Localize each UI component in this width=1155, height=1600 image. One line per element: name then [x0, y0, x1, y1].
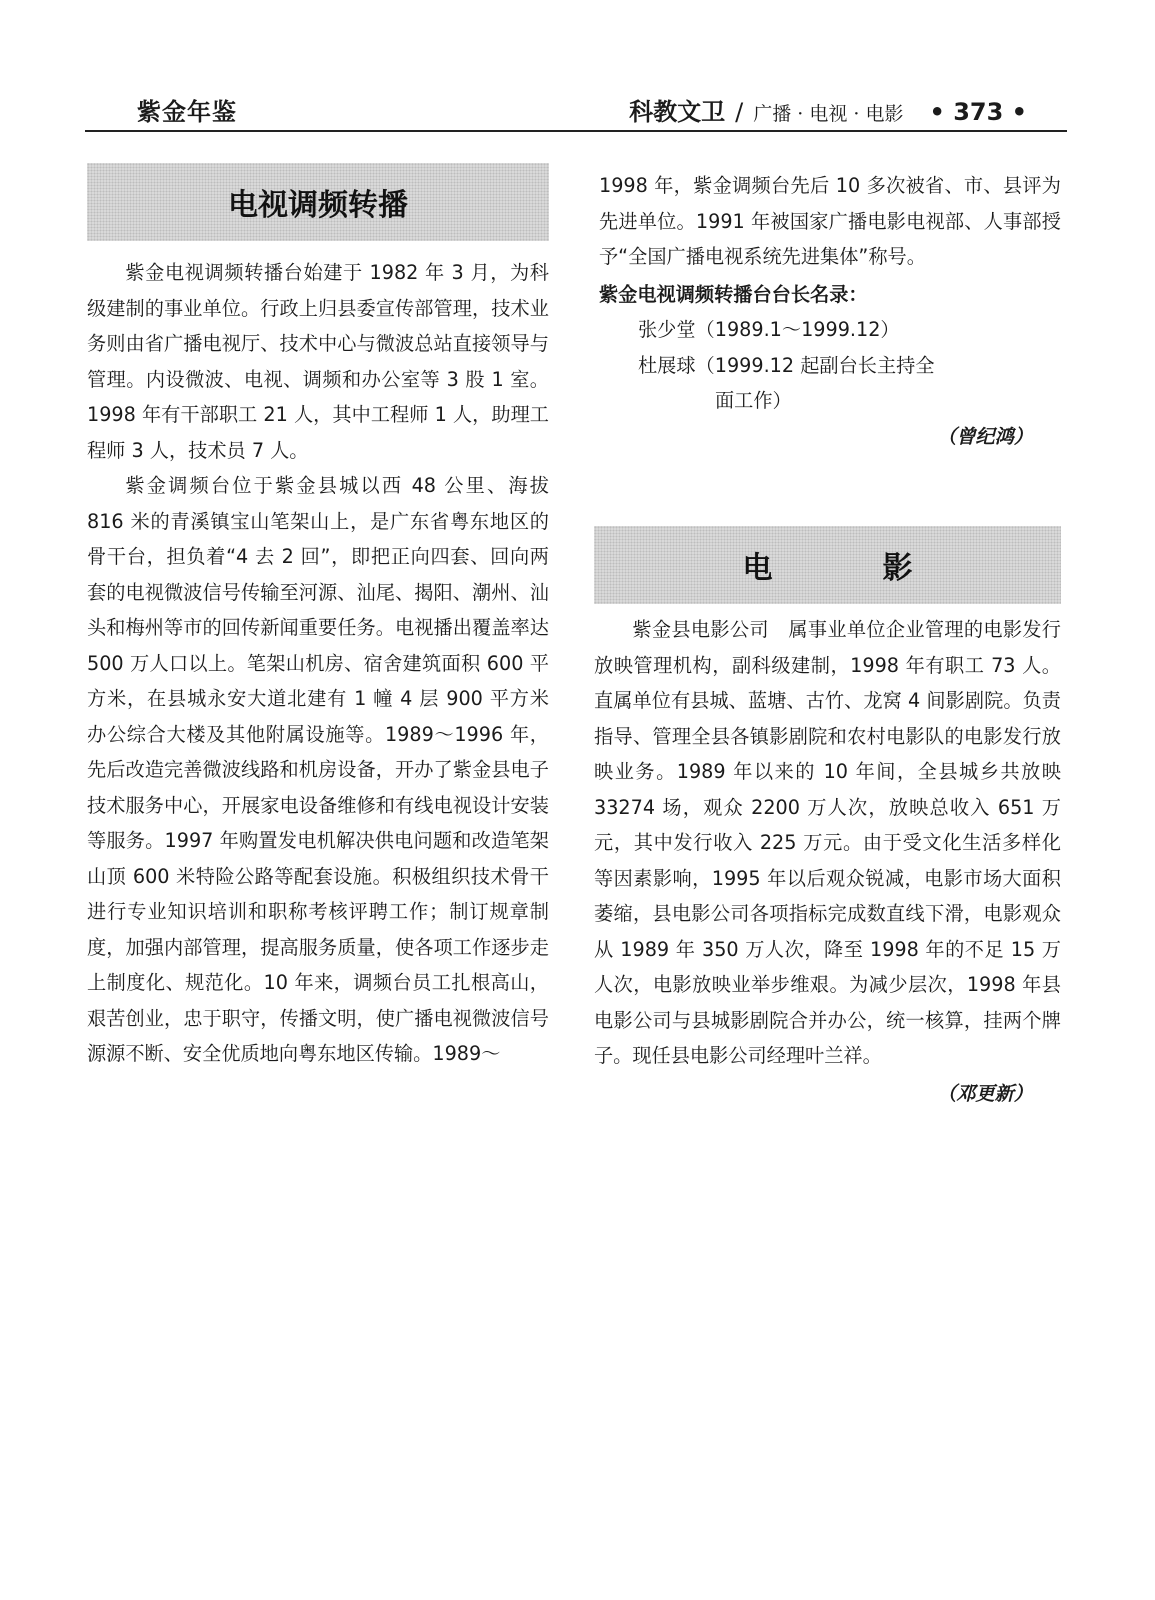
film-article-title-banner: [594, 526, 1061, 604]
film-article-body: [594, 612, 1061, 1111]
director-entry: 杜展球（1999.12 起副台长主持全: [638, 353, 935, 377]
left-column: [87, 255, 549, 1072]
tv-article-author: （曾纪鸿）: [937, 424, 1033, 448]
tv-paragraph-3: 1998 年，紫金调频台先后 10 多次被省、市、县评为先进单位。1991 年被国家广播电影电视部、人事部授予“全国广播电视系统先进集体”称号。: [599, 174, 1061, 268]
right-column: [599, 168, 1061, 454]
director-entry: 张少堂（1989.1～1999.12）: [638, 318, 900, 341]
director-entry-continued: 面工作）: [715, 389, 792, 412]
page-number: • 373 •: [929, 98, 1027, 126]
section-heading: [629, 92, 1027, 127]
film-paragraph: 紫金县电影公司 属事业单位企业管理的电影发行放映管理机构，副科级建制，1998 年有职工 73 人。直属单位有县城、蓝塘、古竹、龙窝 4 间影剧院。负责指导、管理全县各镇影剧院和农村电影队的电影发行放映业务。1989 年以来的 10 年间，全县城乡共放映 33274 场，观众 2200 万人次，放映总收入 651 万元，其中发行收入 225 万元。由于受文化生活多样化等因素影响，1995 年以后观众锐减，电影市场大面积萎缩，县电影公司各项指标完成数直线下滑，电影观众从 1989 年 350 万人次，降至 1998 年的不足 15 万人次，电影放映业举步维艰。为减少层次，1998 年县电影公司与县城影剧院合并办公，统一核算，挂两个牌子。现任县电影公司经理叶兰祥。: [594, 618, 1061, 1067]
film-article-author: （邓更新）: [937, 1081, 1033, 1105]
page-header: [85, 88, 1067, 132]
section-title: 科教文卫: [629, 98, 726, 126]
film-title-char-2: 影: [882, 551, 913, 586]
subsection-title: 广播 · 电视 · 电影: [753, 103, 904, 125]
separator-slash: /: [735, 98, 744, 126]
tv-paragraph-1: 紫金电视调频转播台始建于 1982 年 3 月，为科级建制的事业单位。行政上归县委宣传部管理，技术业务则由省广播电视厅、技术中心与微波总站直接领导与管理。内设微波、电视、调频和办公室等 3 股 1 室。1998 年有干部职工 21 人，其中工程师 1 人，助理工程师 3 人，技术员 7 人。: [87, 261, 549, 462]
directors-list-title: 紫金电视调频转播台台长名录：: [599, 282, 868, 306]
tv-article-title: 电视调频转播: [228, 188, 408, 223]
film-title-char-1: 电: [742, 551, 773, 586]
tv-article-title-banner: [87, 163, 549, 241]
tv-paragraph-2: 紫金调频台位于紫金县城以西 48 公里、海拔 816 米的青溪镇宝山笔架山上，是广东省粤东地区的骨干台，担负着“4 去 2 回”，即把正向四套、回向两套的电视微波信号传输至河源、汕尾、揭阳、潮州、汕头和梅州等市的回传新闻重要任务。电视播出覆盖率达 500 万人口以上。笔架山机房、宿舍建筑面积 600 平方米，在县城永安大道北建有 1 幢 4 层 900 平方米办公综合大楼及其他附属设施等。1989～1996 年，先后改造完善微波线路和机房设备，开办了紫金县电子技术服务中心，开展家电设备维修和有线电视设计安装等服务。1997 年购置发电机解决供电问题和改造笔架山顶 600 米特险公路等配套设施。积极组织技术骨干进行专业知识培训和职称考核评聘工作；制订规章制度，加强内部管理，提高服务质量，使各项工作逐步走上制度化、规范化。10 年来，调频台员工扎根高山，艰苦创业，忠于职守，传播文明，使广播电视微波信号源源不断、安全优质地向粤东地区传输。1989～: [87, 474, 549, 1065]
book-title: 紫金年鉴: [137, 98, 237, 126]
